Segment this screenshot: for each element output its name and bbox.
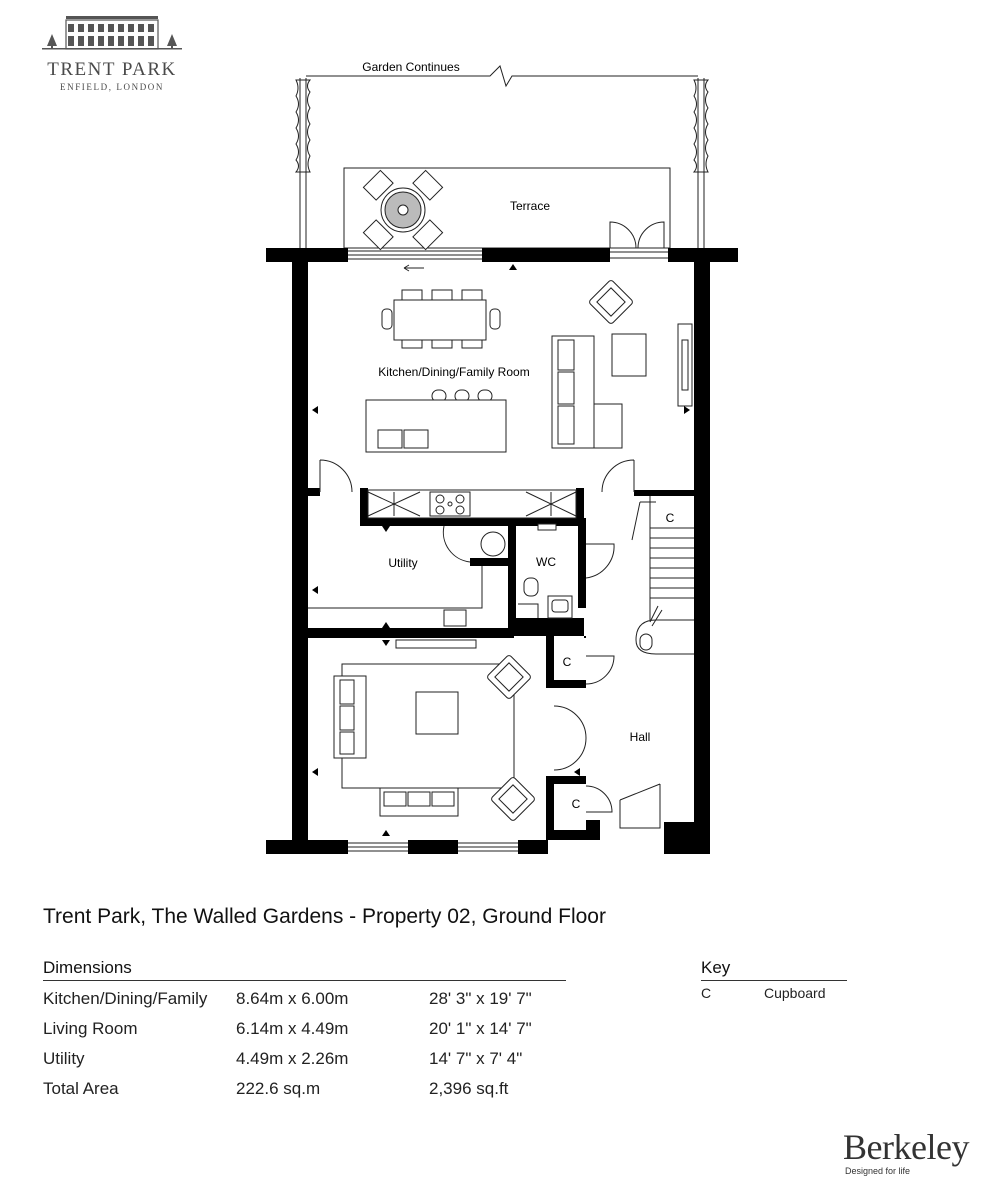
outdoor-dining-set xyxy=(341,148,465,272)
living-room-furniture xyxy=(334,664,514,816)
dining-table xyxy=(382,290,500,348)
dimension-room: Living Room xyxy=(43,1019,138,1038)
dimension-metric: 4.49m x 2.26m xyxy=(236,1049,349,1068)
dimension-metric: 6.14m x 4.49m xyxy=(236,1019,349,1038)
dimension-row xyxy=(43,1019,603,1043)
dimension-imperial: 2,396 sq.ft xyxy=(429,1079,509,1098)
dimension-row xyxy=(43,989,603,1013)
family-sofa xyxy=(552,324,692,448)
key-divider xyxy=(701,980,847,981)
dimensions-divider xyxy=(43,980,566,981)
kitchen-label: Kitchen/Dining/Family Room xyxy=(378,365,530,379)
key-code: C xyxy=(701,985,712,1001)
garden-boundary xyxy=(296,66,708,250)
berkeley-logo xyxy=(843,1127,969,1176)
cupboard-mark-hall-upper: C xyxy=(562,655,572,669)
key-meaning: Cupboard xyxy=(764,985,826,1001)
key-heading: Key xyxy=(701,958,731,977)
dimension-room: Total Area xyxy=(43,1079,119,1098)
hall-label: Hall xyxy=(629,730,651,744)
wc-fittings xyxy=(518,578,572,618)
dimension-metric: 8.64m x 6.00m xyxy=(236,989,349,1008)
dimension-room: Utility xyxy=(43,1049,85,1068)
logo-place: ENFIELD, LONDON xyxy=(60,82,164,92)
brand-name: Berkeley xyxy=(843,1127,969,1167)
garden-continues-label: Garden Continues xyxy=(362,60,460,74)
dimension-room: Kitchen/Dining/Family xyxy=(43,989,208,1008)
dimensions-heading: Dimensions xyxy=(43,958,132,977)
dimension-imperial: 14' 7" x 7' 4" xyxy=(429,1049,523,1068)
dimension-row xyxy=(43,1079,603,1103)
brand-tagline: Designed for life xyxy=(845,1166,911,1176)
armchair-kitchen xyxy=(588,279,633,324)
logo-name: TRENT PARK xyxy=(47,59,177,80)
utility-label: Utility xyxy=(388,556,418,570)
terrace-doors xyxy=(610,222,664,248)
cupboard-mark-hall-lower: C xyxy=(571,797,581,811)
dimension-imperial: 28' 3" x 19' 7" xyxy=(429,989,532,1008)
kitchen-island xyxy=(366,390,506,452)
wc-label: WC xyxy=(536,555,556,569)
cupboard-mark-stairs: C xyxy=(665,511,675,525)
plan-title: Trent Park, The Walled Gardens - Property 02, Ground Floor xyxy=(43,905,606,928)
dimension-imperial: 20' 1" x 14' 7" xyxy=(429,1019,532,1038)
dimension-metric: 222.6 sq.m xyxy=(236,1079,321,1098)
dimension-row xyxy=(43,1049,603,1073)
terrace-label: Terrace xyxy=(509,199,551,213)
